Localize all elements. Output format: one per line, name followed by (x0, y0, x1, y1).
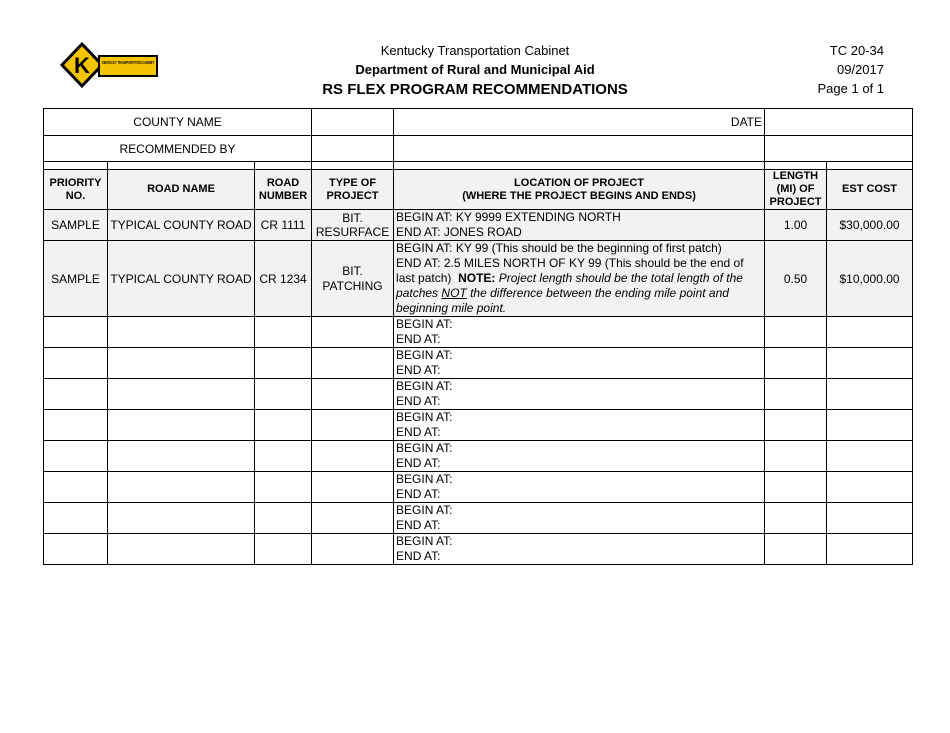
begin-at: BEGIN AT: (396, 441, 453, 455)
begin-at: BEGIN AT: (396, 410, 453, 424)
begin-at: BEGIN AT: KY 99 (This should be the beginning of first patch) (396, 241, 722, 255)
sample-location (394, 210, 765, 241)
col-cost: EST COST (827, 170, 913, 210)
kytc-logo (60, 42, 160, 88)
col-length: LENGTH (MI) OF PROJECT (765, 170, 827, 210)
sample-cost: $10,000.00 (827, 241, 913, 317)
col-road-name: ROAD NAME (108, 170, 255, 210)
agency-name: Kentucky Transportation Cabinet (380, 43, 570, 58)
sample-type: BIT. PATCHING (312, 241, 394, 317)
col-location (394, 170, 765, 210)
department-name: Department of Rural and Municipal Aid (355, 62, 595, 77)
col-road-number: ROAD NUMBER (255, 170, 312, 210)
end-at: END AT: (396, 363, 441, 377)
sample-length: 0.50 (765, 241, 827, 317)
date-label: DATE (394, 109, 765, 136)
end-at (396, 256, 762, 316)
table-row (44, 241, 913, 317)
begin-at: BEGIN AT: (396, 379, 453, 393)
recommended-by-label: RECOMMENDED BY (44, 136, 312, 162)
sample-road-name: TYPICAL COUNTY ROAD (108, 241, 255, 317)
form-title: RS FLEX PROGRAM RECOMMENDATIONS (322, 81, 628, 98)
sample-location (394, 241, 765, 317)
end-at: END AT: (396, 487, 441, 501)
form-date: 09/2017 (837, 62, 884, 77)
end-at: END AT: (396, 332, 441, 346)
sample-priority: SAMPLE (44, 210, 108, 241)
note-text-a: Project length should be the total length of the patches (396, 271, 743, 300)
begin-at: BEGIN AT: (396, 317, 453, 331)
sample-length: 1.00 (765, 210, 827, 241)
sample-road-number: CR 1234 (255, 241, 312, 317)
table-row (44, 534, 913, 565)
begin-at: BEGIN AT: (396, 348, 453, 362)
end-at: END AT: (396, 456, 441, 470)
note-not: NOT (441, 286, 467, 300)
table-row (44, 410, 913, 441)
sample-priority: SAMPLE (44, 241, 108, 317)
county-name-label: COUNTY NAME (44, 109, 312, 136)
county-row (44, 109, 913, 136)
page-number: Page 1 of 1 (817, 81, 884, 96)
recommended-by-row (44, 136, 913, 162)
recommendations-table (43, 108, 913, 565)
county-name-input[interactable] (312, 109, 394, 136)
table-row (44, 210, 913, 241)
logo-letter: K (74, 53, 90, 78)
table-row (44, 441, 913, 472)
note-text-b: the difference between the ending mile point and beginning mile point. (396, 286, 729, 315)
sample-road-number: CR 1111 (255, 210, 312, 241)
end-at: END AT: (396, 518, 441, 532)
end-at-text: END AT: 2.5 MILES NORTH OF KY 99 (This should be the end of last patch) (396, 256, 744, 285)
recommended-by-input[interactable] (312, 136, 394, 162)
col-type: TYPE OF PROJECT (312, 170, 394, 210)
begin-at: BEGIN AT: (396, 472, 453, 486)
begin-at: BEGIN AT: (396, 503, 453, 517)
table-row (44, 317, 913, 348)
col-priority: PRIORITY NO. (44, 170, 108, 210)
column-header-row (44, 170, 913, 210)
table-row (44, 348, 913, 379)
begin-at: BEGIN AT: KY 9999 EXTENDING NORTH (396, 210, 621, 224)
note-label: NOTE: (458, 271, 496, 285)
sample-road-name: TYPICAL COUNTY ROAD (108, 210, 255, 241)
table-row (44, 472, 913, 503)
table-row (44, 503, 913, 534)
end-at: END AT: (396, 394, 441, 408)
col-location-line2: (WHERE THE PROJECT BEGINS AND ENDS) (462, 189, 696, 202)
end-at: END AT: (396, 549, 441, 563)
sample-type: BIT. RESURFACE (312, 210, 394, 241)
spacer-row (44, 162, 913, 170)
col-location-line1: LOCATION OF PROJECT (514, 176, 645, 189)
form-number: TC 20-34 (829, 43, 884, 58)
end-at: END AT: (396, 425, 441, 439)
end-at: END AT: JONES ROAD (396, 225, 522, 239)
begin-at: BEGIN AT: (396, 534, 453, 548)
form-header (0, 0, 950, 108)
table-row (44, 379, 913, 410)
sample-cost: $30,000.00 (827, 210, 913, 241)
logo-text: KENTUCKY TRANSPORTATION CABINET (102, 60, 155, 65)
date-input[interactable] (765, 109, 913, 136)
